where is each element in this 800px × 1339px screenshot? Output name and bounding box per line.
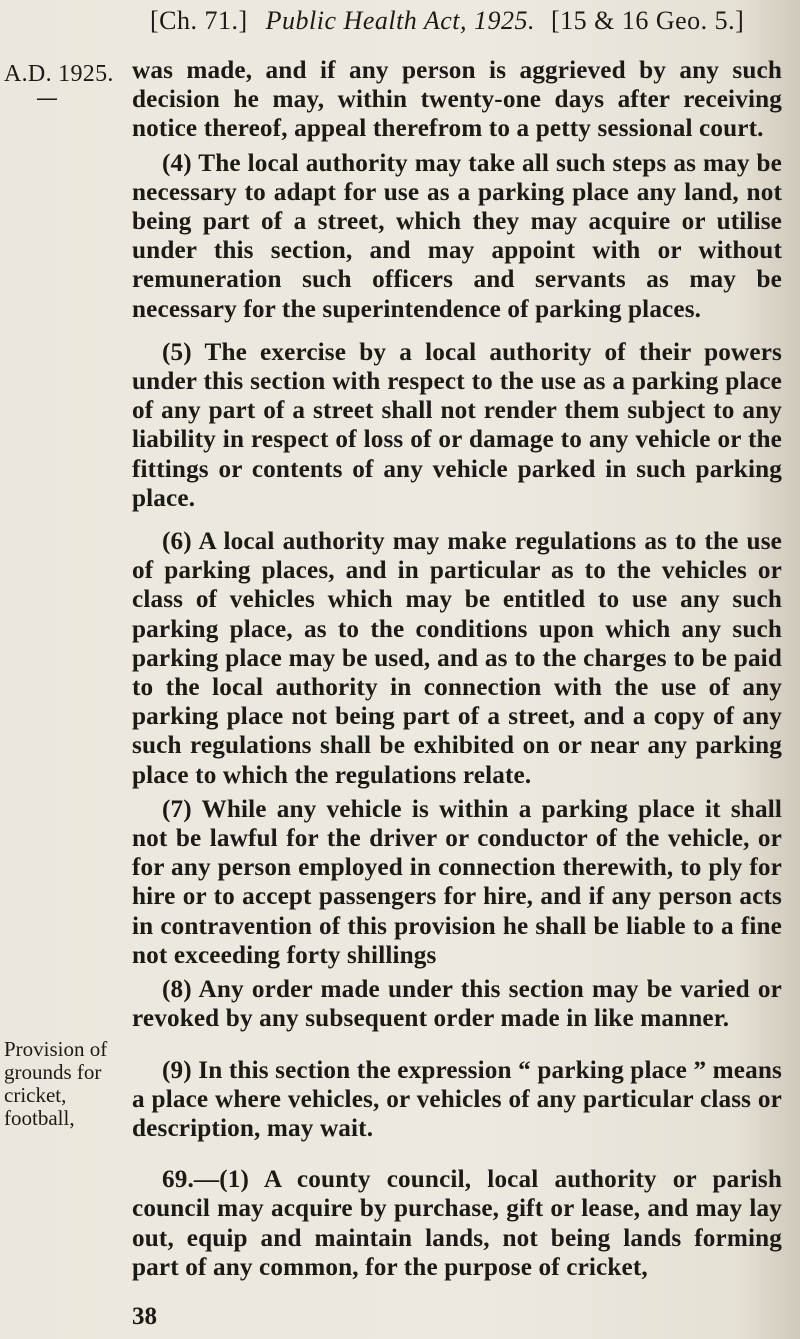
- running-header: [150, 6, 770, 36]
- paragraph-subsection-5: (5) The exercise by a local authority of their powers under this section with respect to the use as a parking place of any part of a street shall not render them subject to any liability in respect of loss of or damage to any vehicle or the fittings or contents of any vehicle parked in such parking place.: [132, 338, 782, 512]
- chapter-reference: [Ch. 71.]: [150, 6, 248, 35]
- margin-dash: —: [36, 86, 58, 111]
- page-number: 38: [132, 1303, 157, 1330]
- paragraph-subsection-7: (7) While any vehicle is within a parking place it shall not be lawful for the driver or conductor of the vehicle, or for any person employed in connection therewith, to ply for hire or to accept passengers for hire, and if any person acts in contravention of this provision he shall be liable to a fine not exceeding forty shillings: [132, 795, 782, 969]
- margin-year: A.D. 1925.: [4, 61, 114, 87]
- paragraph-section-69: 69.—(1) A county council, local authority or parish council may acquire by purchase, gift or lease, and may lay out, equip and maintain lands, not being lands forming part of any common, for the purpose of cricket,: [132, 1166, 782, 1281]
- margin-note-line: Provision of: [4, 1037, 108, 1061]
- paragraph-subsection-9: (9) In this section the expression “ parking place ” means a place where vehicles, or vehicles of any particular class or description, may wait.: [132, 1056, 782, 1142]
- margin-note-line: football,: [4, 1106, 75, 1130]
- paragraph-subsection-4: (4) The local authority may take all such steps as may be necessary to adapt for use as a parking place any land, not being part of a street, which they may acquire or utilise under this section, and may appoint with or without remuneration such officers and servants as may be necessary for the superintendence of parking places.: [132, 149, 782, 323]
- paragraph-subsection-8: (8) Any order made under this section may be varied or revoked by any subsequent order made in like manner.: [132, 976, 782, 1033]
- act-title: Public Health Act, 1925.: [265, 6, 535, 35]
- margin-note-line: grounds for: [4, 1060, 102, 1084]
- margin-note-section-69: [4, 1038, 114, 1130]
- body-text: [132, 56, 782, 1282]
- paragraph-continuation: was made, and if any person is aggrieved by any such decision he may, within twenty-one days after receiving notice thereof, appeal therefrom to a petty sessional court.: [132, 57, 782, 143]
- margin-note-line: cricket,: [4, 1083, 67, 1107]
- paragraph-subsection-6: (6) A local authority may make regulations as to the use of parking places, and in particular as to the vehicles or class of vehicles which may be entitled to use any such parking place, as to the conditions upon which any such parking place may be used, and as to the charges to be paid to the local authority in connection with the use of any parking place not being part of a street, and a copy of any such regulations shall be exhibited on or near any parking place to which the regulations relate.: [132, 528, 782, 789]
- regnal-year-reference: [15 & 16 Geo. 5.]: [550, 6, 745, 35]
